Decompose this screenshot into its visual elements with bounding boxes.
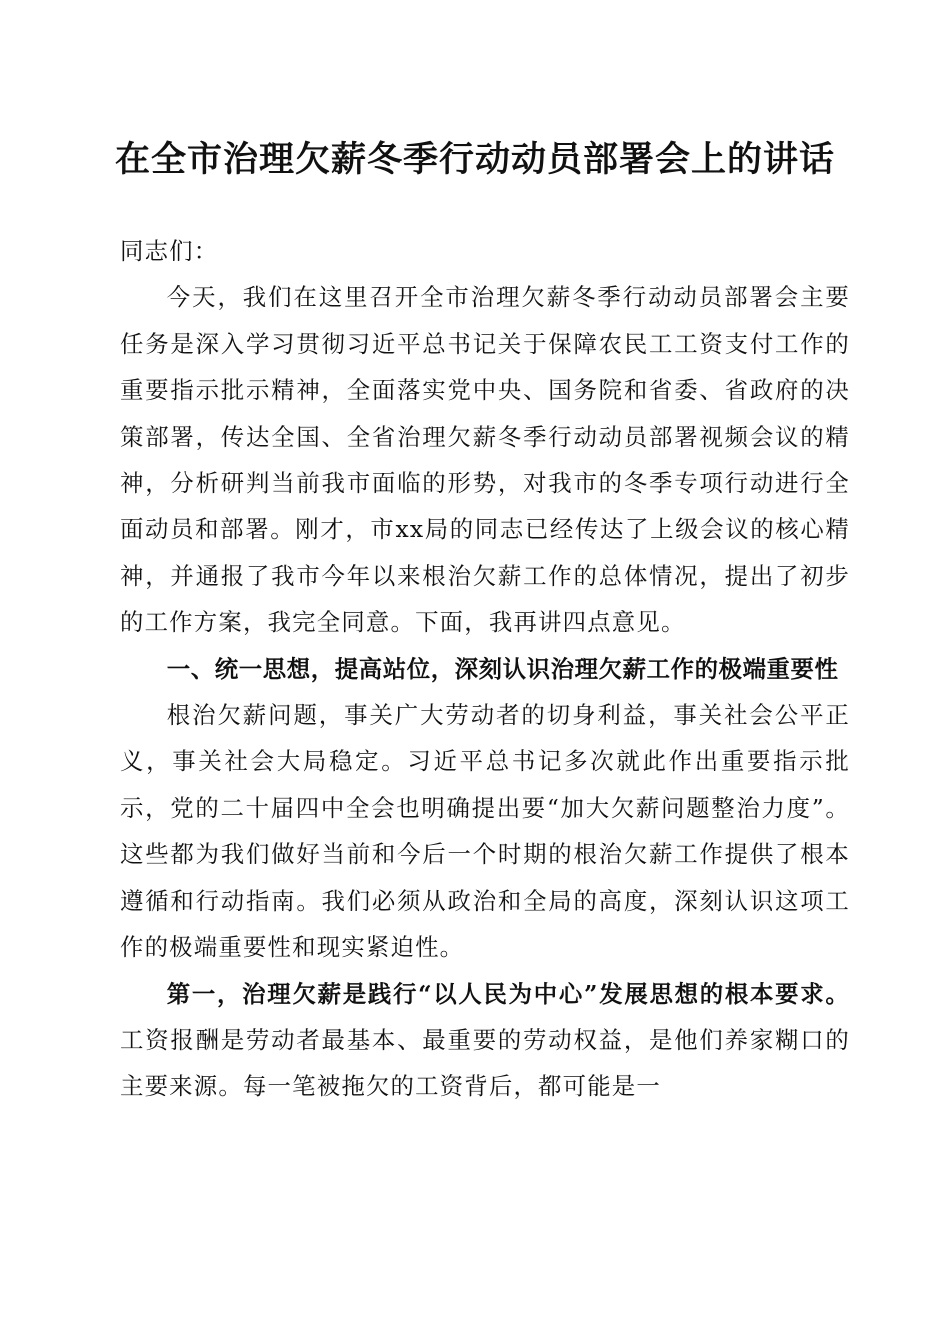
section-one-heading: 一、统一思想，提高站位，深刻认识治理欠薪工作的极端重要性 [166, 654, 839, 683]
point-one-lead: 第一，治理欠薪是践行“以人民为中心”发展思想的根本要求。 [166, 979, 850, 1008]
intro-paragraph: 今天，我们在这里召开全市治理欠薪冬季行动动员部署会主要任务是深入学习贯彻习近平总书记关于保障农民工工资支付工作的重要指示批示精神，全面落实党中央、国务院和省委、省政府的决策部署，传达全国、全省治理欠薪冬季行动动员部署视频会议的精神，分析研判当前我市面临的形势，对我市的冬季专项行动进行全面动员和部署。刚才，市xx局的同志已经传达了上级会议的核心精神，并通报了我市今年以来根治欠薪工作的总体情况，提出了初步的工作方案，我完全同意。下面，我再讲四点意见。 [120, 283, 850, 637]
point-one-paragraph [120, 971, 850, 1110]
document-body [120, 228, 850, 1110]
document-title: 在全市治理欠薪冬季行动动员部署会上的讲话 [114, 139, 835, 180]
point-one-text: 工资报酬是劳动者最基本、最重要的劳动权益，是他们养家糊口的主要来源。每一笔被拖欠的工资背后，都可能是一 [120, 1025, 850, 1101]
salutation: 同志们： [120, 237, 219, 265]
section-one-paragraph: 根治欠薪问题，事关广大劳动者的切身利益，事关社会公平正义，事关社会大局稳定。习近平总书记多次就此作出重要指示批示，党的二十届四中全会也明确提出要“加大欠薪问题整治力度”。这些都为我们做好当前和今后一个时期的根治欠薪工作提供了根本遵循和行动指南。我们必须从政治和全局的高度，深刻认识这项工作的极端重要性和现实紧迫性。 [120, 701, 850, 962]
